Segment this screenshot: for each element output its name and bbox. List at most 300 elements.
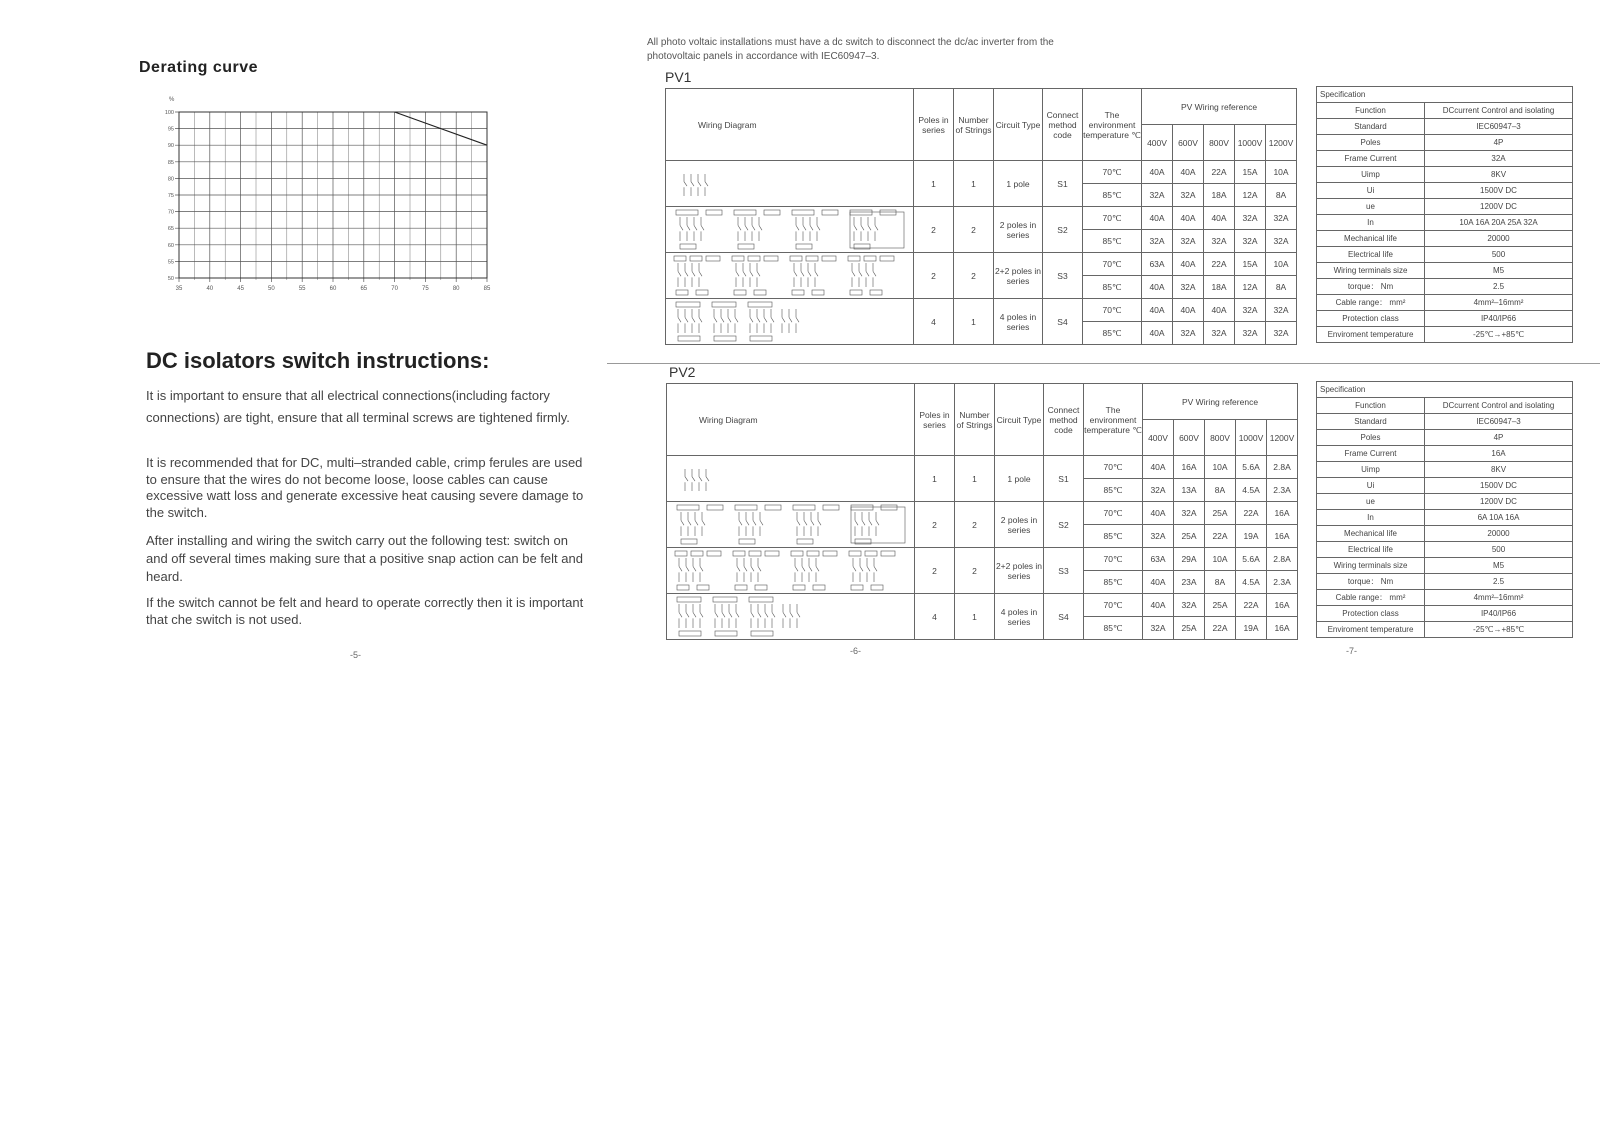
spec-label: Uimp [1317,167,1425,183]
x-tick-label: 40 [206,286,214,292]
spec-value: -25℃→+85℃ [1425,622,1573,638]
spec-row [1317,263,1573,279]
current-rating-cell: 15A [1235,161,1266,184]
current-rating-cell: 29A [1174,548,1205,571]
spec-value: 4mm²–16mm² [1425,590,1573,606]
current-rating-cell: 40A [1143,594,1174,617]
current-rating-cell: 40A [1142,322,1173,345]
wiring-diagram-cell [666,299,914,345]
pv2-label: PV2 [669,364,696,380]
table-row [667,548,1298,571]
wiring-diagram-s4 [670,300,910,344]
current-rating-cell: 16A [1174,456,1205,479]
circuit-type-cell: 4 poles in series [995,594,1044,640]
spec-value: IEC60947–3 [1425,414,1573,430]
spec-row [1317,167,1573,183]
current-rating-cell: 32A [1143,479,1174,502]
temperature-cell: 70℃ [1083,299,1142,322]
current-rating-cell: 40A [1204,299,1235,322]
header-voltage: 1000V [1236,420,1267,456]
spec-label: Protection class [1317,311,1425,327]
spec-row [1317,327,1573,343]
current-rating-cell: 32A [1174,502,1205,525]
current-rating-cell: 63A [1142,253,1173,276]
strings-cell: 2 [954,253,994,299]
temperature-cell: 85℃ [1083,184,1142,207]
wiring-diagram-cell [666,161,914,207]
header-voltage: 800V [1204,125,1235,161]
current-rating-cell: 32A [1142,230,1173,253]
spec-label: Mechanical life [1317,526,1425,542]
table-row [666,253,1297,276]
current-rating-cell: 22A [1205,617,1236,640]
spec-value: DCcurrent Control and isolating [1425,103,1573,119]
y-tick-label: 70 [167,209,174,216]
poles-cell: 4 [914,299,954,345]
spec-value: M5 [1425,558,1573,574]
spec-value: 4P [1425,430,1573,446]
current-rating-cell: 25A [1174,617,1205,640]
page-number-7: -7- [1346,646,1357,656]
circuit-type-cell: 2+2 poles in series [994,253,1043,299]
current-rating-cell: 8A [1266,184,1297,207]
current-rating-cell: 2.3A [1267,571,1298,594]
poles-cell: 2 [915,548,955,594]
header-connect-method-code: Connect method code [1044,384,1084,456]
header-voltage: 600V [1174,420,1205,456]
current-rating-cell: 12A [1235,184,1266,207]
spec-label: torque： Nm [1317,574,1425,590]
current-rating-cell: 32A [1235,230,1266,253]
current-rating-cell: 32A [1173,184,1204,207]
spec-label: In [1317,510,1425,526]
current-rating-cell: 40A [1142,276,1173,299]
poles-cell: 4 [915,594,955,640]
strings-cell: 1 [954,299,994,345]
strings-cell: 2 [955,502,995,548]
wiring-diagram-s1 [671,457,911,501]
current-rating-cell: 40A [1173,299,1204,322]
temperature-cell: 85℃ [1083,230,1142,253]
pv1-label: PV1 [665,69,692,85]
current-rating-cell: 19A [1236,617,1267,640]
page-number-5: -5- [350,650,361,660]
spec-row [1317,622,1573,638]
spec-label: Standard [1317,119,1425,135]
pv2-table [666,383,1298,640]
current-rating-cell: 12A [1235,276,1266,299]
spec-label: Uimp [1317,462,1425,478]
spec-value: 8KV [1425,167,1573,183]
temperature-cell: 70℃ [1083,207,1142,230]
spec-row [1317,446,1573,462]
instructions-heading: DC isolators switch instructions: [146,348,490,373]
pv1-table [665,88,1297,345]
current-rating-cell: 8A [1266,276,1297,299]
spec-value: 32A [1425,151,1573,167]
current-rating-cell: 32A [1235,207,1266,230]
wiring-diagram-s4 [671,595,911,639]
current-rating-cell: 23A [1174,571,1205,594]
current-rating-cell: 10A [1205,548,1236,571]
spec-row [1317,247,1573,263]
spec-value: 4P [1425,135,1573,151]
current-rating-cell: 40A [1143,456,1174,479]
temperature-cell: 85℃ [1084,525,1143,548]
instruction-paragraph-1: It is important to ensure that all electrical connections(including factory connections) are tight, ensure that all terminal screws are tightened firmly. [146,388,570,425]
table-row [666,161,1297,184]
instruction-paragraph-4: If the switch cannot be felt and heard to operate correctly then it is important that che switch is not used. [146,595,584,627]
spec-label: Frame Current [1317,446,1425,462]
current-rating-cell: 63A [1143,548,1174,571]
connect-code-cell: S3 [1043,253,1083,299]
temperature-cell: 85℃ [1083,276,1142,299]
spec-row [1317,478,1573,494]
table-row [666,299,1297,322]
current-rating-cell: 32A [1204,322,1235,345]
current-rating-cell: 32A [1143,617,1174,640]
current-rating-cell: 40A [1143,502,1174,525]
header-number-of-strings: Number of Strings [955,384,995,456]
header-voltage: 1200V [1267,420,1298,456]
y-tick-label: 60 [167,242,174,249]
spec-value: 4mm²–16mm² [1425,295,1573,311]
spec-value: 16A [1425,446,1573,462]
spec-label: Standard [1317,414,1425,430]
current-rating-cell: 18A [1204,276,1235,299]
spec-label: Enviroment temperature [1317,622,1425,638]
spec-row [1317,311,1573,327]
spec-value: 2.5 [1425,574,1573,590]
current-rating-cell: 16A [1267,502,1298,525]
current-rating-cell: 32A [1266,230,1297,253]
spec-label: Cable range： mm² [1317,590,1425,606]
x-tick-label: 65 [360,286,368,292]
spec-value: 10A 16A 20A 25A 32A [1425,215,1573,231]
x-tick-label: 60 [329,286,337,292]
poles-cell: 1 [915,456,955,502]
current-rating-cell: 40A [1142,207,1173,230]
temperature-cell: 70℃ [1084,502,1143,525]
y-tick-label: 65 [167,226,174,233]
table-row [667,502,1298,525]
current-rating-cell: 22A [1205,525,1236,548]
current-rating-cell: 22A [1236,594,1267,617]
current-rating-cell: 16A [1267,594,1298,617]
current-rating-cell: 22A [1236,502,1267,525]
current-rating-cell: 4.5A [1236,479,1267,502]
temperature-cell: 70℃ [1083,253,1142,276]
current-rating-cell: 32A [1266,207,1297,230]
header-pv-wiring-reference: PV Wiring reference [1143,384,1298,420]
wiring-diagram-cell [667,502,915,548]
current-rating-cell: 40A [1173,161,1204,184]
wiring-diagram-cell [666,207,914,253]
x-tick-label: 45 [237,286,244,292]
spec-value: 500 [1425,247,1573,263]
spec-label: ue [1317,199,1425,215]
spec-value: IP40/IP66 [1425,606,1573,622]
spec-label: Mechanical life [1317,231,1425,247]
x-tick-label: 35 [175,286,183,292]
current-rating-cell: 10A [1266,161,1297,184]
temperature-cell: 70℃ [1083,161,1142,184]
circuit-type-cell: 2+2 poles in series [995,548,1044,594]
spec-row [1317,494,1573,510]
wiring-diagram-s3 [671,549,911,593]
strings-cell: 1 [955,456,995,502]
connect-code-cell: S2 [1043,207,1083,253]
current-rating-cell: 8A [1205,479,1236,502]
header-environment-temperature: The environment temperature ℃ [1084,384,1143,456]
spec-label: Protection class [1317,606,1425,622]
derating-chart [163,92,503,302]
poles-cell: 2 [915,502,955,548]
current-rating-cell: 32A [1173,230,1204,253]
current-rating-cell: 10A [1266,253,1297,276]
header-connect-method-code: Connect method code [1043,89,1083,161]
x-tick-label: 75 [422,286,429,292]
header-voltage: 400V [1142,125,1173,161]
connect-code-cell: S1 [1044,456,1084,502]
spec-row [1317,430,1573,446]
y-tick-label: 50 [167,276,174,282]
y-tick-label: 75 [167,193,174,199]
x-tick-label: 85 [483,286,491,292]
y-tick-label: 95 [167,126,174,133]
table-row [667,456,1298,479]
current-rating-cell: 5.6A [1236,548,1267,571]
current-rating-cell: 40A [1142,299,1173,322]
wiring-diagram-s3 [670,254,910,298]
spec-row [1317,606,1573,622]
circuit-type-cell: 1 pole [995,456,1044,502]
wiring-diagram-s1 [670,162,910,206]
spec-row [1317,295,1573,311]
header-wiring-diagram: Wiring Diagram [667,384,915,456]
spec-row [1317,574,1573,590]
circuit-type-cell: 4 poles in series [994,299,1043,345]
spec-row [1317,510,1573,526]
current-rating-cell: 15A [1235,253,1266,276]
temperature-cell: 70℃ [1084,594,1143,617]
spec-value: M5 [1425,263,1573,279]
current-rating-cell: 16A [1267,525,1298,548]
spec-value: 6A 10A 16A [1425,510,1573,526]
spec-label: torque： Nm [1317,279,1425,295]
temperature-cell: 85℃ [1083,322,1142,345]
current-rating-cell: 2.8A [1267,456,1298,479]
current-rating-cell: 32A [1204,230,1235,253]
spec-row [1317,135,1573,151]
header-circuit-type: Circuit Type [994,89,1043,161]
current-rating-cell: 2.3A [1267,479,1298,502]
wiring-diagram-cell [667,548,915,594]
spec-label: Poles [1317,135,1425,151]
current-rating-cell: 32A [1235,299,1266,322]
current-rating-cell: 32A [1174,594,1205,617]
header-poles-in-series: Poles in series [914,89,954,161]
current-rating-cell: 22A [1204,253,1235,276]
poles-cell: 2 [914,207,954,253]
wiring-diagram-cell [667,594,915,640]
spec-label: Function [1317,398,1425,414]
wiring-diagram-cell [666,253,914,299]
header-environment-temperature: The environment temperature ℃ [1083,89,1142,161]
x-tick-label: 70 [391,286,398,292]
spec-value: 8KV [1425,462,1573,478]
x-tick-label: 55 [298,286,306,292]
y-tick-label: 55 [167,259,174,266]
y-tick-label: 80 [167,176,174,183]
connect-code-cell: S4 [1044,594,1084,640]
current-rating-cell: 32A [1235,322,1266,345]
spec-label: Ui [1317,478,1425,494]
y-axis-unit: % [169,97,175,103]
header-circuit-type: Circuit Type [995,384,1044,456]
page-number-6: -6- [850,646,861,656]
current-rating-cell: 40A [1173,253,1204,276]
x-tick-label: 50 [268,286,275,292]
spec-row [1317,526,1573,542]
header-number-of-strings: Number of Strings [954,89,994,161]
spec-label: Enviroment temperature [1317,327,1425,343]
connect-code-cell: S1 [1043,161,1083,207]
temperature-cell: 70℃ [1084,548,1143,571]
current-rating-cell: 22A [1204,161,1235,184]
spec-value: 1200V DC [1425,494,1573,510]
table-row [666,207,1297,230]
header-voltage: 1000V [1235,125,1266,161]
current-rating-cell: 32A [1173,322,1204,345]
circuit-type-cell: 2 poles in series [994,207,1043,253]
instruction-paragraph-3: After installing and wiring the switch carry out the following test: switch on and off several times making sure that a positive snap action can be felt and heard. [146,533,583,584]
spec-row [1317,215,1573,231]
connect-code-cell: S3 [1044,548,1084,594]
current-rating-cell: 4.5A [1236,571,1267,594]
poles-cell: 2 [914,253,954,299]
temperature-cell: 85℃ [1084,617,1143,640]
spec-label: Wiring terminals size [1317,558,1425,574]
circuit-type-cell: 2 poles in series [995,502,1044,548]
y-tick-label: 100 [164,110,174,116]
spec-row [1317,151,1573,167]
pv-installation-note: All photo voltaic installations must have a dc switch to disconnect the dc/ac inverter from the photovoltaic panels in accordance with IEC60947–3. [647,37,1054,62]
spec-row [1317,231,1573,247]
spec-value: 1500V DC [1425,478,1573,494]
connect-code-cell: S4 [1043,299,1083,345]
spec-value: DCcurrent Control and isolating [1425,398,1573,414]
connect-code-cell: S2 [1044,502,1084,548]
derating-title: Derating curve [139,59,259,76]
spec-value: 2.5 [1425,279,1573,295]
spec-row [1317,462,1573,478]
current-rating-cell: 19A [1236,525,1267,548]
spec-label: Poles [1317,430,1425,446]
spec-row [1317,199,1573,215]
spec-value: 500 [1425,542,1573,558]
header-voltage: 600V [1173,125,1204,161]
spec-value: 20000 [1425,526,1573,542]
spec-label: Electrical life [1317,542,1425,558]
spec-row [1317,542,1573,558]
current-rating-cell: 8A [1205,571,1236,594]
spec-title: Specification [1317,87,1573,103]
spec-row [1317,398,1573,414]
current-rating-cell: 32A [1173,276,1204,299]
wiring-diagram-cell [667,456,915,502]
current-rating-cell: 25A [1205,502,1236,525]
spec-label: Ui [1317,183,1425,199]
spec-row [1317,558,1573,574]
spec-row [1317,590,1573,606]
header-wiring-diagram: Wiring Diagram [666,89,914,161]
spec-label: Electrical life [1317,247,1425,263]
spec-value: 20000 [1425,231,1573,247]
circuit-type-cell: 1 pole [994,161,1043,207]
instruction-paragraph-2: It is recommended that for DC, multi–stranded cable, crimp ferules are used to ensure that the wires do not become loose, loose cables can cause excessive watt loss and generate excessive heat causing severe damage to the switch. [146,455,584,520]
spec-row [1317,279,1573,295]
header-voltage: 400V [1143,420,1174,456]
strings-cell: 1 [954,161,994,207]
current-rating-cell: 40A [1142,161,1173,184]
temperature-cell: 85℃ [1084,479,1143,502]
current-rating-cell: 40A [1173,207,1204,230]
current-rating-cell: 32A [1266,299,1297,322]
header-voltage: 800V [1205,420,1236,456]
spec-label: Frame Current [1317,151,1425,167]
spec-label: ue [1317,494,1425,510]
spec-label: Wiring terminals size [1317,263,1425,279]
section-divider [607,363,1600,364]
current-rating-cell: 10A [1205,456,1236,479]
current-rating-cell: 16A [1267,617,1298,640]
spec-row [1317,103,1573,119]
current-rating-cell: 40A [1143,571,1174,594]
wiring-diagram-s2 [670,208,910,252]
temperature-cell: 70℃ [1084,456,1143,479]
spec-value: 1500V DC [1425,183,1573,199]
current-rating-cell: 18A [1204,184,1235,207]
strings-cell: 2 [955,548,995,594]
header-poles-in-series: Poles in series [915,384,955,456]
x-tick-label: 80 [452,286,460,292]
current-rating-cell: 32A [1142,184,1173,207]
spec-value: IP40/IP66 [1425,311,1573,327]
strings-cell: 2 [954,207,994,253]
current-rating-cell: 32A [1266,322,1297,345]
current-rating-cell: 5.6A [1236,456,1267,479]
temperature-cell: 85℃ [1084,571,1143,594]
y-tick-label: 90 [167,143,174,150]
current-rating-cell: 13A [1174,479,1205,502]
current-rating-cell: 2.8A [1267,548,1298,571]
spec-label: Function [1317,103,1425,119]
spec-label: In [1317,215,1425,231]
current-rating-cell: 32A [1143,525,1174,548]
poles-cell: 1 [914,161,954,207]
table-row [667,594,1298,617]
spec-title: Specification [1317,382,1573,398]
spec-row [1317,119,1573,135]
spec-table-pv2 [1316,381,1573,638]
current-rating-cell: 25A [1174,525,1205,548]
spec-label: Cable range： mm² [1317,295,1425,311]
current-rating-cell: 25A [1205,594,1236,617]
spec-value: -25℃→+85℃ [1425,327,1573,343]
spec-value: IEC60947–3 [1425,119,1573,135]
spec-value: 1200V DC [1425,199,1573,215]
